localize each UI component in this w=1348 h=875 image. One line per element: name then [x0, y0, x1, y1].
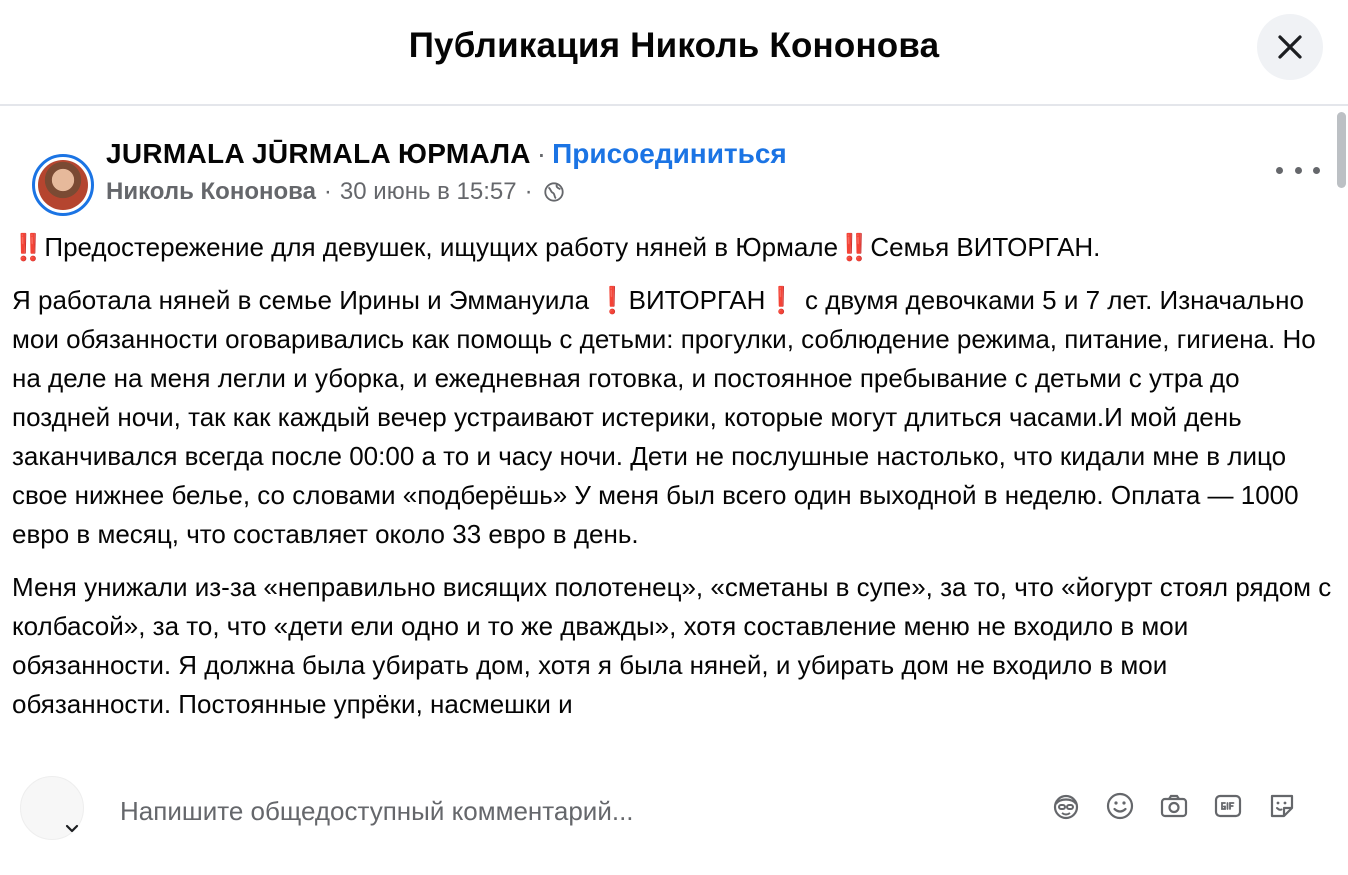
author-link[interactable]: Николь Кононова	[106, 178, 316, 205]
globe-icon[interactable]	[543, 181, 565, 203]
gif-icon[interactable]	[1212, 790, 1244, 822]
group-name-link[interactable]: JURMALA JŪRMALA ЮРМАЛА	[106, 138, 531, 169]
dialog-title: Публикация Николь Кононова	[408, 26, 940, 65]
exclamation-icon: ❗️	[765, 285, 798, 315]
headline-text: Предостережение для девушек, ищущих работу няней в Юрмале	[44, 232, 839, 262]
headline-text-end: Семья ВИТОРГАН.	[870, 232, 1101, 262]
close-button[interactable]	[1257, 14, 1323, 80]
avatar-sticker-icon[interactable]	[1050, 790, 1082, 822]
exclamation-icon: ❗️	[596, 285, 629, 315]
separator: ·	[323, 178, 332, 205]
separator: ·	[536, 138, 547, 169]
post-paragraph-2: Меня унижали из-за «неправильно висящих полотенец», «сметаны в супе», за то, что «йогурт стоял рядом с колбасой», за то, что «дети ели одно и то же дважды», хотя составление меню не входило в мои обязанности. Я должна была убирать дом, хотя я была няней, и убирать дом не входило в мои обязанности. Постоянные упрёки, насмешки и	[12, 572, 1332, 719]
dot	[1295, 167, 1302, 174]
post	[0, 108, 1336, 758]
group-avatar[interactable]	[32, 154, 94, 216]
post-paragraph-1	[12, 281, 1332, 554]
sticker-icon[interactable]	[1266, 790, 1298, 822]
post-body	[12, 228, 1332, 738]
close-icon	[1275, 32, 1305, 62]
dot	[1313, 167, 1320, 174]
avatar	[38, 160, 88, 210]
emoji-icon[interactable]	[1104, 790, 1136, 822]
separator: ·	[524, 178, 533, 205]
join-group-link[interactable]: Присоединиться	[552, 138, 787, 169]
para-text: ВИТОРГАН	[628, 285, 766, 315]
dialog-header	[0, 0, 1348, 106]
para-text: с двумя девочками 5 и 7 лет. Изначально мои обязанности оговаривались как помощь с детьми: прогулки, соблюдение режима, питание, гигиена. Но на деле на меня легли и уборка, и ежедневная готовка, и постоянное пребывание с детьми с утра до поздней ночи, так как каждый вечер устраивают истерики, которые могут длиться часами.И мой день заканчивался всегда после 00:00 а то и часу ночи. Дети не послушные настолько, что кидали мне в лицо свое нижнее белье, со словами «подберёшь» У меня был всего один выходной в неделю. Оплата — 1000 евро в месяц, что составляет около 33 евро в день.	[12, 285, 1316, 549]
more-options-icon[interactable]	[1276, 160, 1320, 180]
post-meta	[106, 178, 565, 206]
comment-composer	[0, 758, 1348, 875]
chevron-down-icon[interactable]	[62, 818, 82, 838]
scrollbar-thumb[interactable]	[1337, 112, 1346, 188]
post-header-line	[106, 138, 787, 170]
scrollbar-track[interactable]	[1336, 108, 1348, 768]
para-text: Я работала няней в семье Ирины и Эммануила	[12, 285, 597, 315]
composer-toolbar	[1050, 790, 1298, 822]
double-exclamation-icon: ‼️	[838, 232, 871, 262]
post-headline	[12, 228, 1332, 267]
comment-input[interactable]	[118, 786, 1042, 836]
timestamp-link[interactable]: 30 июнь в 15:57	[339, 178, 517, 205]
dot	[1276, 167, 1283, 174]
camera-icon[interactable]	[1158, 790, 1190, 822]
double-exclamation-icon: ‼️	[12, 232, 45, 262]
